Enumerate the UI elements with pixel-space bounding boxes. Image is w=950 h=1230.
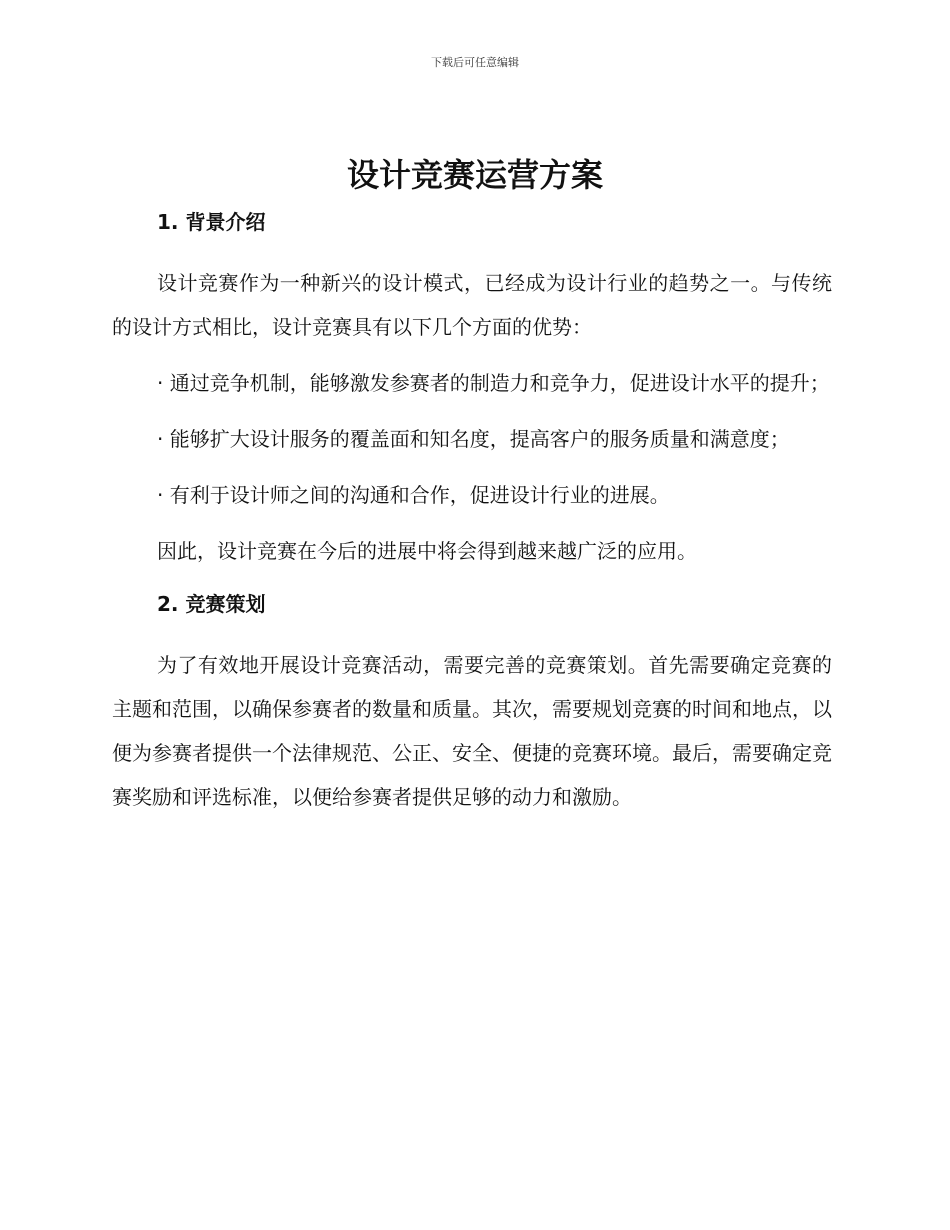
document-title: 设计竞赛运营方案 xyxy=(346,156,603,194)
header-note: 下载后可任意编辑 xyxy=(431,56,519,69)
paragraph: 因此，设计竞赛在今后的进展中将会得到越来越广泛的应用。 xyxy=(157,539,697,563)
bullet-item: · 通过竞争机制，能够激发参赛者的制造力和竞争力，促进设计水平的提升； xyxy=(157,371,830,395)
paragraph: 为了有效地开展设计竞赛活动，需要完善的竞赛策划。首先需要确定竞赛的主题和范围，以确保参赛者的数量和质量。其次，需要规划竞赛的时间和地点，以便为参赛者提供一个法律规范、公正、安全、便捷的竞赛环境。最后，需要确定竞赛奖励和评选标准，以便给参赛者提供足够的动力和激励。 xyxy=(112,653,832,809)
bullet-item: · 能够扩大设计服务的覆盖面和知名度，提高客户的服务质量和满意度； xyxy=(157,427,790,451)
section-heading: 2. 竞赛策划 xyxy=(157,592,266,616)
section-heading: 1. 背景介绍 xyxy=(157,210,266,234)
section-competition-planning xyxy=(112,587,832,819)
document-body xyxy=(112,205,832,819)
paragraph: 设计竞赛作为一种新兴的设计模式，已经成为设计行业的趋势之一。与传统的设计方式相比，设计竞赛具有以下几个方面的优势： xyxy=(112,271,832,339)
section-background xyxy=(112,205,832,573)
bullet-item: · 有利于设计师之间的沟通和合作，促进设计行业的进展。 xyxy=(157,483,670,507)
